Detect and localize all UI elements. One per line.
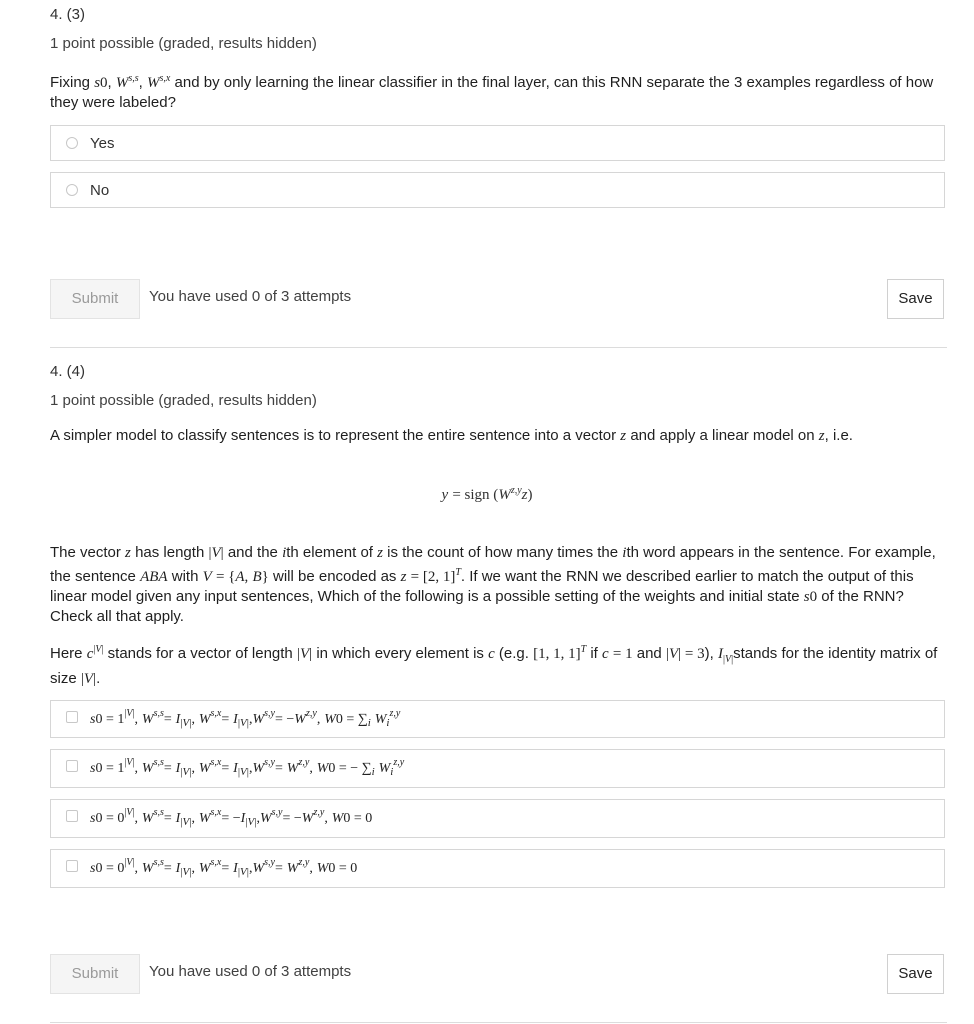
problem-4-4 xyxy=(50,363,947,409)
problem-4-3 xyxy=(50,6,947,52)
problem-points: 1 point possible (graded, results hidden) xyxy=(50,392,317,409)
choice-equation: $s0 = 0^{|V|}$, $W^{s,s}= I_{|V|}$, $W^{s,x}= -I_{|V|},W^{s,y}= -W^{z,y}$, W0 = 0 xyxy=(90,807,373,828)
problem-points: 1 point possible (graded, results hidden) xyxy=(50,35,317,52)
choice-option-3[interactable] xyxy=(50,799,945,838)
problem-divider xyxy=(50,347,947,348)
description-paragraph: The vector z has length |V| and the ith element of z is the count of how many times the ith word appears in the sentence. For example, the sentence ABA with V = {A, B} will be encoded as z = [2, 1]$^T$. If we want the RNN we described earlier to match the output of this linear model given any input sentences, Which of the following is a possible setting of the weights and initial state s0 of the RNN? Check all that apply. xyxy=(50,544,936,625)
choice-no[interactable] xyxy=(50,172,945,208)
intro-text: A simpler model to classify sentences is to represent the entire sentence into a vector z and apply a linear model on z, i.e. xyxy=(50,427,853,444)
save-button[interactable]: Save xyxy=(887,279,944,319)
checkbox[interactable] xyxy=(66,711,78,723)
checkbox[interactable] xyxy=(66,860,78,872)
submit-button[interactable]: Submit xyxy=(50,279,140,319)
choice-option-2[interactable] xyxy=(50,749,945,788)
question-text: Fixing s0, W$^{s,s}$, W$^{s,x}$ and by only learning the linear classifier in the final layer, can this RNN separate the 3 examples regardless of how they were labeled? xyxy=(50,73,934,111)
choice-label: No xyxy=(90,182,110,199)
notation-paragraph: Here $c^{|V|}$ stands for a vector of length |V| in which every element is c (e.g. [1, 1, 1]$^T$ if c = 1 and |V| = 3), $I_{|V|}stands$ for the identity matrix of size |V|. xyxy=(50,644,938,687)
choice-yes[interactable] xyxy=(50,125,945,161)
save-button[interactable]: Save xyxy=(887,954,944,994)
attempts-text: You have used 0 of 3 attempts xyxy=(149,288,352,305)
radio-button[interactable] xyxy=(66,184,78,196)
choice-option-1[interactable] xyxy=(50,700,945,738)
checkbox[interactable] xyxy=(66,760,78,772)
display-equation: y = sign $(W^{z,y}z)$ xyxy=(441,485,533,503)
radio-button[interactable] xyxy=(66,137,78,149)
choice-label: Yes xyxy=(90,135,115,152)
choice-option-4[interactable] xyxy=(50,849,945,888)
submit-button[interactable]: Submit xyxy=(50,954,140,994)
problem-title: 4. (4) xyxy=(50,363,86,380)
problem-title: 4. (3) xyxy=(50,6,86,23)
checkbox[interactable] xyxy=(66,810,78,822)
choice-equation: $s0 = 1^{|V|}$, $W^{s,s}= I_{|V|}$, $W^{s,x}= I_{|V|},W^{s,y}= -W^{z,y}$, $W0 = \sum_i$ $W_i^{z,y}$ xyxy=(90,708,401,729)
choice-equation: $s0 = 1^{|V|}$, $W^{s,s}= I_{|V|}$, $W^{s,x}= I_{|V|},W^{s,y}= W^{z,y}$, W0 = − $\sum_i$ $W_i^{z,y}$ xyxy=(90,757,405,778)
attempts-text: You have used 0 of 3 attempts xyxy=(149,963,352,980)
problem-divider xyxy=(50,1022,947,1023)
choice-equation: $s0 = 0^{|V|}$, $W^{s,s}= I_{|V|}$, $W^{s,x}= I_{|V|},W^{s,y}= W^{z,y}$, W0 = 0 xyxy=(90,857,358,878)
